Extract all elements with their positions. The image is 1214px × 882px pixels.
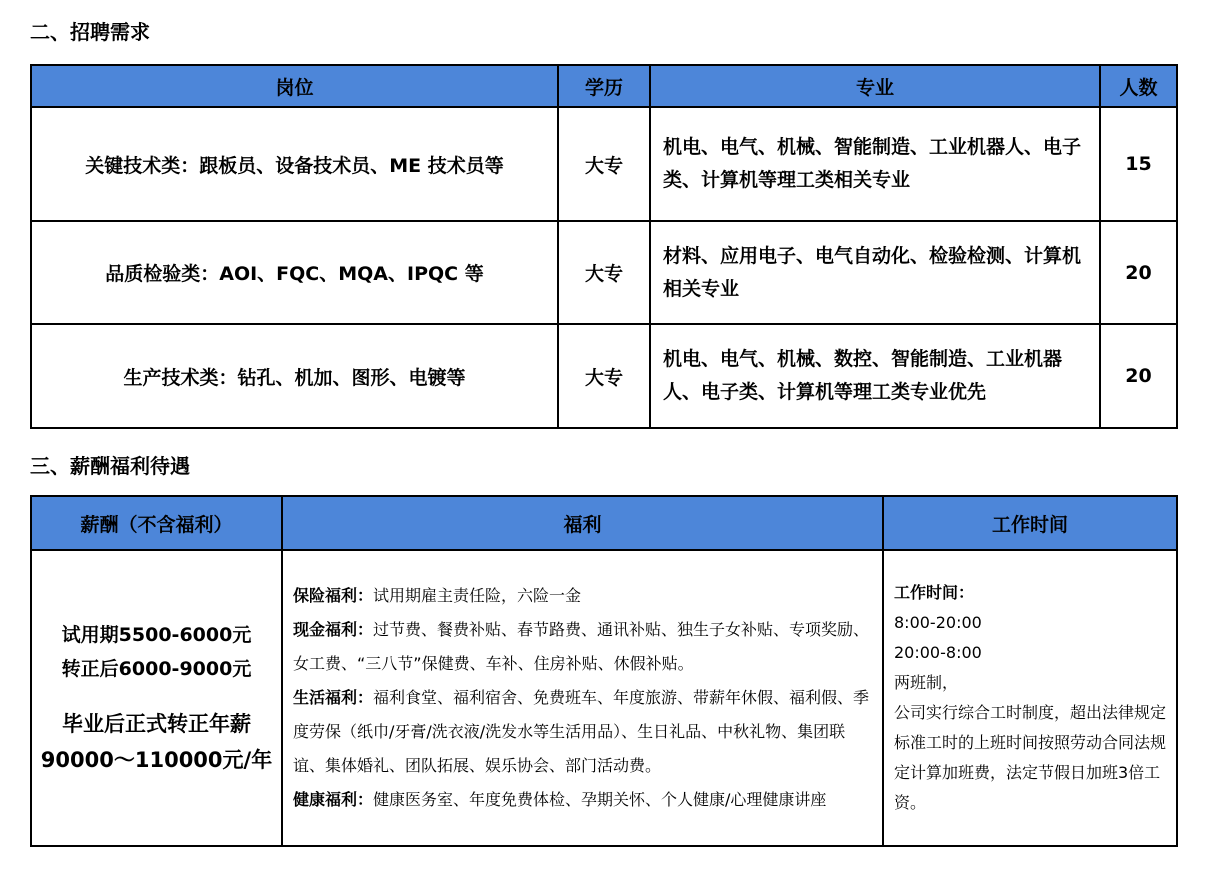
count-cell: 20: [1100, 324, 1177, 428]
table-row: [31, 550, 1177, 846]
count-cell: 15: [1100, 107, 1177, 221]
header-benefits: 福利: [282, 496, 883, 550]
header-worktime: 工作时间: [883, 496, 1177, 550]
header-position: 岗位: [31, 65, 558, 107]
worktime-line: 8:00-20:00: [894, 613, 982, 632]
header-education: 学历: [558, 65, 650, 107]
salary-cell: [31, 550, 282, 846]
position-cell: 关键技术类：跟板员、设备技术员、ME 技术员等: [31, 107, 558, 221]
major-cell: 机电、电气、机械、数控、智能制造、工业机器人、电子类、计算机等理工类专业优先: [650, 324, 1100, 428]
worktime-cell: [883, 550, 1177, 846]
education-cell: 大专: [558, 221, 650, 324]
count-cell: 20: [1100, 221, 1177, 324]
major-cell: 机电、电气、机械、智能制造、工业机器人、电子类、计算机等理工类相关专业: [650, 107, 1100, 221]
header-major: 专业: [650, 65, 1100, 107]
recruit-table: [30, 64, 1178, 429]
annual-salary-label: 毕业后正式转正年薪: [62, 712, 251, 736]
benefit-health: 健康福利：健康医务室、年度免费体检、孕期关怀、个人健康/心理健康讲座: [293, 790, 827, 809]
section-title-pay: 三、薪酬福利待遇: [30, 454, 190, 478]
worktime-line: 两班制，: [894, 673, 959, 692]
section-title-recruit: 二、招聘需求: [30, 20, 150, 44]
worktime-label: 工作时间：: [894, 583, 975, 602]
benefit-insurance: 保险福利：试用期雇主责任险，六险一金: [293, 586, 582, 605]
salary-regular: 转正后6000-9000元: [61, 658, 252, 680]
table-header-row: [31, 496, 1177, 550]
worktime-line: 公司实行综合工时制度，超出法律规定标准工时的上班时间按照劳动合同法规定计算加班费，法定节假日加班3倍工资。: [894, 703, 1167, 812]
header-salary: 薪酬（不含福利）: [31, 496, 282, 550]
table-header-row: [31, 65, 1177, 107]
benefit-cash: 现金福利：过节费、餐费补贴、春节路费、通讯补贴、独生子女补贴、专项奖励、女工费、“三八节”保健费、车补、住房补贴、休假补贴。: [293, 620, 870, 673]
major-cell: 材料、应用电子、电气自动化、检验检测、计算机相关专业: [650, 221, 1100, 324]
benefit-life: 生活福利：福利食堂、福利宿舍、免费班车、年度旅游、带薪年休假、福利假、季度劳保（纸巾/牙膏/洗衣液/洗发水等生活用品）、生日礼品、中秋礼物、集团联谊、集体婚礼、团队拓展、娱乐协会、部门活动费。: [293, 688, 870, 775]
annual-salary-value: 90000～110000元/年: [40, 748, 273, 772]
header-count: 人数: [1100, 65, 1177, 107]
pay-table: [30, 495, 1178, 847]
education-cell: 大专: [558, 107, 650, 221]
table-row: [31, 324, 1177, 428]
salary-probation: 试用期5500-6000元: [61, 624, 252, 646]
worktime-line: 20:00-8:00: [894, 643, 982, 662]
education-cell: 大专: [558, 324, 650, 428]
table-row: [31, 221, 1177, 324]
position-cell: 品质检验类：AOI、FQC、MQA、IPQC 等: [31, 221, 558, 324]
benefits-cell: [282, 550, 883, 846]
table-row: [31, 107, 1177, 221]
position-cell: 生产技术类：钻孔、机加、图形、电镀等: [31, 324, 558, 428]
